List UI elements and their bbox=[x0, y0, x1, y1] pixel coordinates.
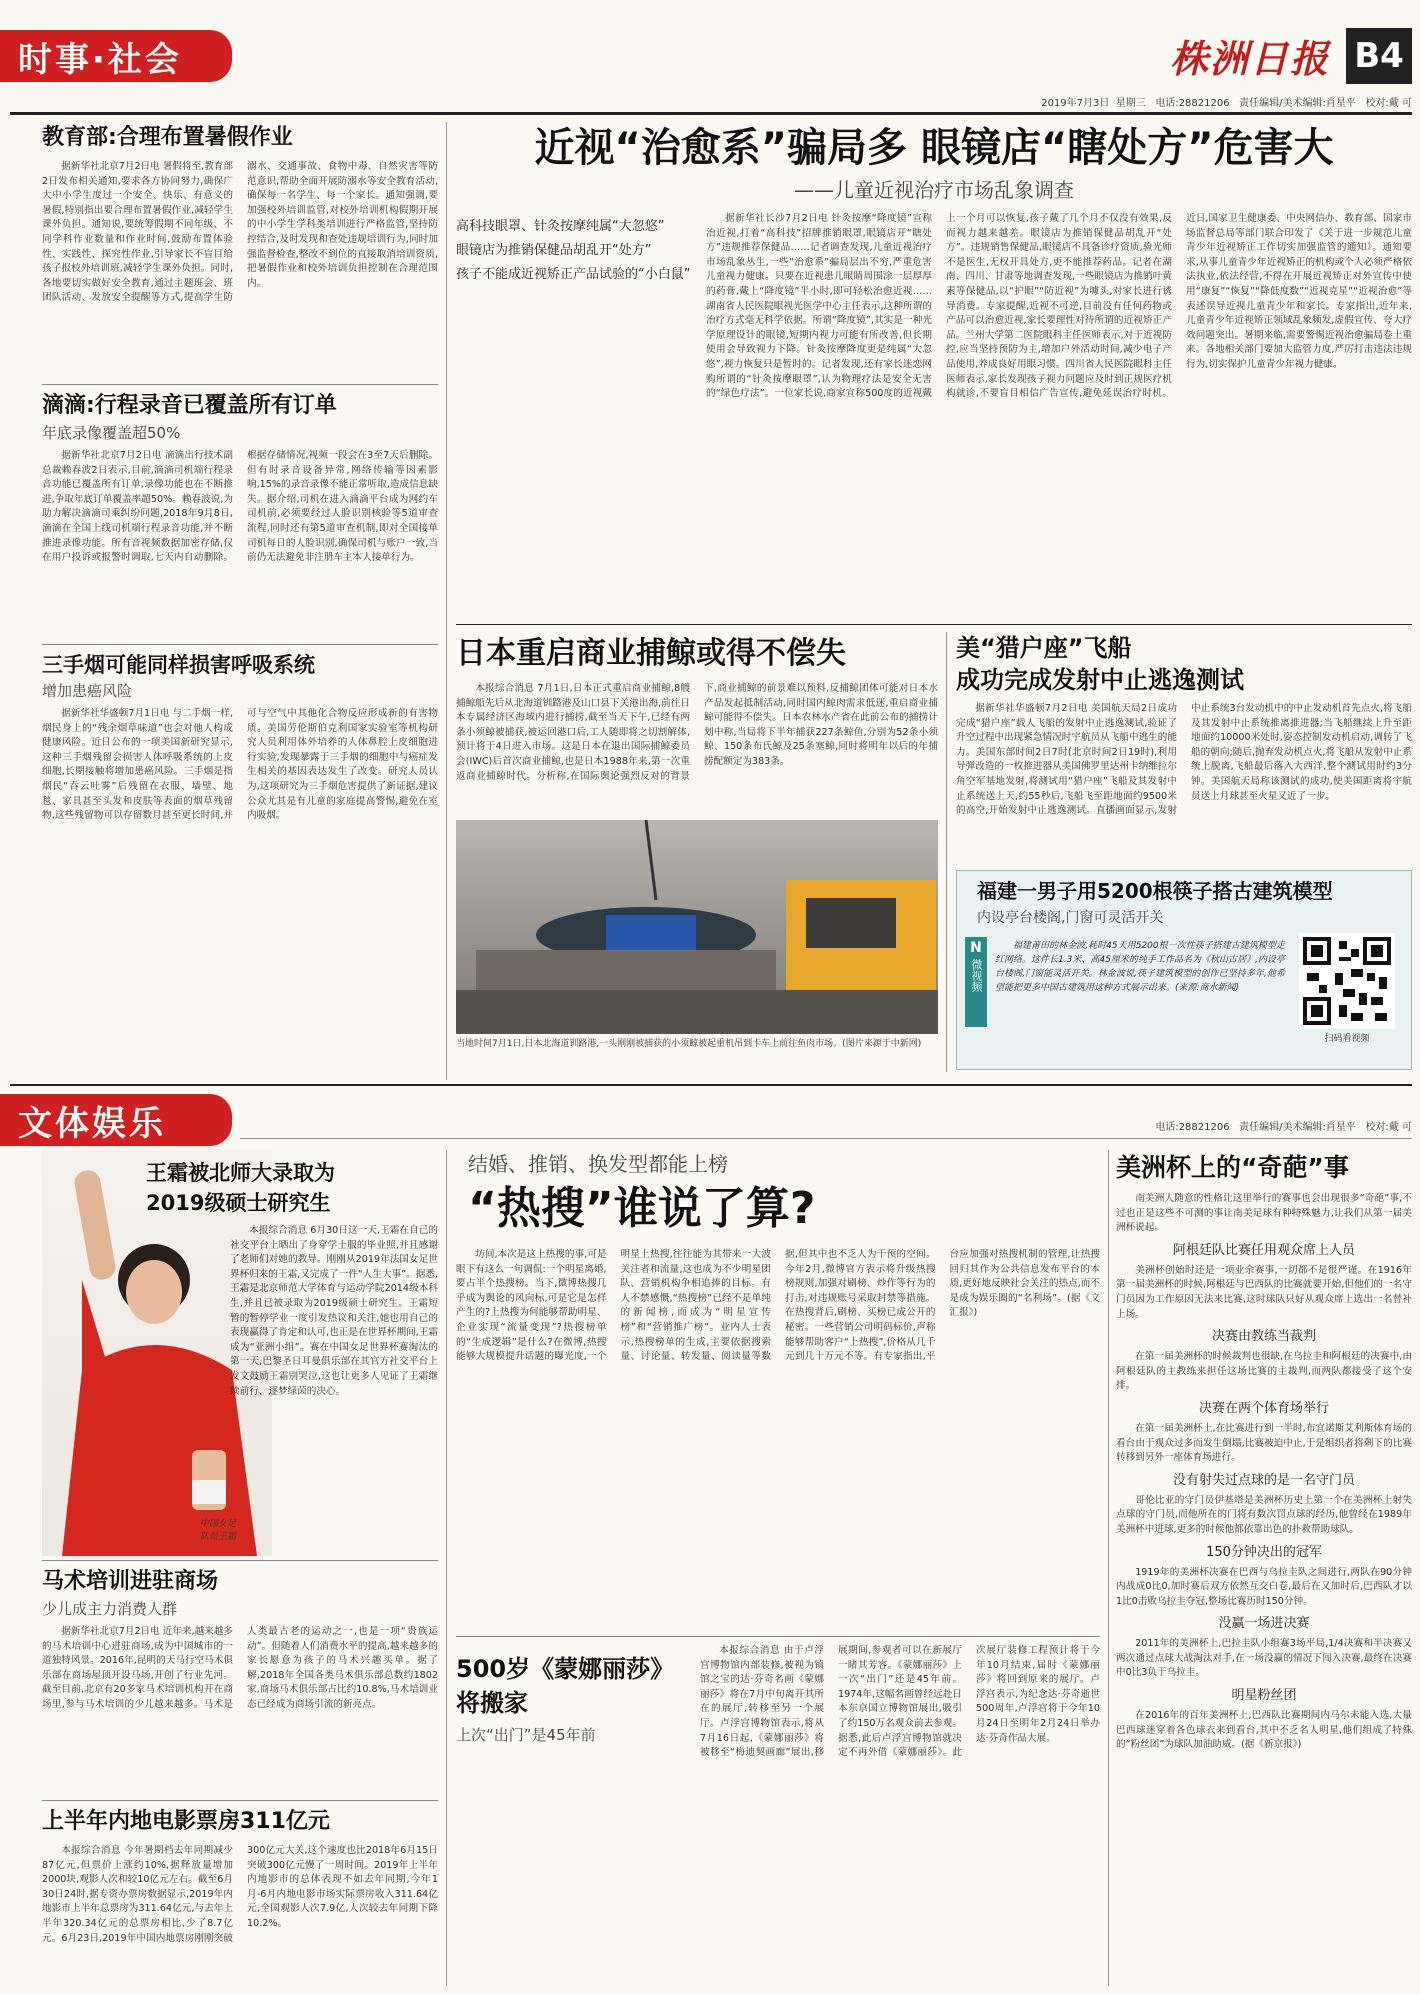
inner-head-3: 孩子不能成近视矫正产品试验的“小白鼠” bbox=[456, 267, 691, 282]
main-col-a bbox=[456, 212, 692, 620]
whale-photo bbox=[456, 820, 938, 1034]
sub-head-2: 决赛由教练当裁判 bbox=[1211, 1329, 1316, 1345]
sub-head-5: 150分钟决出的冠军 bbox=[1206, 1544, 1322, 1560]
intro: 南美洲人随意的性格让这里举行的赛事也会出现很多“奇葩”事,不过也正是这些不可测的事让南美足球有种特殊魅力,让我们从第一届美洲杯说起。 bbox=[1116, 1193, 1412, 1234]
mona-head-block bbox=[456, 1644, 686, 1974]
qr-code[interactable] bbox=[1299, 933, 1395, 1029]
photo-caption: 当地时间7月1日,日本北海道钏路港,一头刚刚被捕获的小须鲸被起重机吊到卡车上前往鱼肉市场。(图片来源于中新网) bbox=[456, 1039, 922, 1049]
sub-head-4: 没有射失过点球的是一名守门员 bbox=[1172, 1472, 1355, 1488]
main-headline: 近视“治愈系”骗局多 眼镜店“瞎处方”危害大 bbox=[534, 125, 1334, 171]
divider bbox=[456, 1636, 1100, 1637]
headline: 美洲杯上的“奇葩”事 bbox=[1116, 1153, 1349, 1182]
headline: 教育部:合理布置暑假作业 bbox=[42, 125, 293, 150]
article-equestrian bbox=[42, 1566, 438, 1798]
article-orion bbox=[956, 632, 1412, 864]
article-copa-america bbox=[1116, 1150, 1412, 1986]
article-body: 本报综合消息 由于卢浮宫博物馆内部装修,被视为镇馆之宝的达·芬奇名画《蒙娜丽莎》将在7月中旬离开其所在的展厅,转移至另一个展厅。卢浮宫博物馆表示,将从7月16日起,《蒙娜丽莎》将被移至“梅迪契画廊”展出,移展期间,参观者可以在新展厅一睹其芳容。《蒙娜丽莎》上一次“出门”还是45年前。1974年,这幅名画曾经远赴日本东京国立博物馆展出,吸引了约150万名观众前去参观。据悉,此后卢浮宫博物馆就决定不再外借《蒙娜丽莎》。此次展厅装修工程预计将于今年10月结束,届时《蒙娜丽莎》将回到原来的展厅。卢浮宫表示,为纪念达·芬奇逝世500周年,卢浮宫将于今年10月24日至明年2月24日举办达·芬奇作品大展。 bbox=[700, 1645, 1100, 1759]
article-mona-lisa bbox=[456, 1644, 1100, 1986]
photo-caption: 中国女足 队员王霜 bbox=[200, 1519, 237, 1542]
headline-line-2: 成功完成发射中止逃逸测试 bbox=[956, 666, 1244, 694]
qr-code-icon bbox=[1303, 937, 1391, 1025]
section-meta: 电话:28821206 责任编辑/美术编辑:肖星平 校对:戴 可 bbox=[1155, 1122, 1412, 1133]
section-divider bbox=[10, 1084, 1412, 1086]
sub-head-6: 没赢一场进决赛 bbox=[1218, 1616, 1310, 1632]
headline: 日本重启商业捕鲸或得不偿失 bbox=[456, 636, 846, 671]
section-name: 时事·社会 bbox=[18, 39, 182, 80]
article-smoke bbox=[42, 650, 438, 1080]
section-banner-ent bbox=[0, 1094, 232, 1146]
column-rule bbox=[1108, 1150, 1109, 1986]
main-body: 据新华社长沙7月2日电 针灸按摩“降度镜”宣称治近视,打着“高科技”招牌推销眼罩,眼镜店开“瞎处方”违规推荐保健品……记者调查发现,儿童近视治疗市场乱象丛生,一些“治愈系”骗局层出不穷,严重危害儿童视力健康。只要在近视患儿眼睛周围涂一层厚厚的药膏,戴上“降度镜”半小时,即可轻松治愈近视……湖南省人民医院眼视光医学中心主任表示,这种所谓的治疗方式毫无科学依据。所谓“降度镜”,其实是一种光学原理设计的眼镜,短期内视力可能有所改善,但长期使用会导致视力下降。针灸按摩降度更是纯属“大忽悠”,视力恢复只是暂时的。记者发现,还有家长迷恋网购所谓的“针灸按摩眼罩”,认为物理疗法是安全无害的“绿色疗法”。一位家长说,商家宣称500度的近视戴上一个月可以恢复,孩子戴了几个月不仅没有效果,反而视力越来越差。眼镜店为推销保健品胡乱开“处方”。违规销售保健品,眼镜店不具备诊疗资质,验光师不是医生,无权开具处方,更不能推荐药品。记者在湖南、四川、甘肃等地调查发现,一些眼镜店为推销叶黄素等保健品,以“护眼”“防近视”为噱头,对家长进行诱导消费。专家提醒,近视不可逆,目前没有任何药物或产品可以治愈近视,家长要理性对待所谓的近视矫正产品。兰州大学第二医院眼科主任医师表示,对于近视防控,应当坚持预防为主,增加户外活动时间,减少电子产品使用,养成良好用眼习惯。四川省人民医院眼科主任医师表示,家长发现孩子视力问题应及时到正规医疗机构就诊,不要盲目相信广告宣传,避免延误治疗时机。近日,国家卫生健康委、中央网信办、教育部、国家市场监督总局等部门联合印发了《关于进一步规范儿童青少年近视矫正工作切实加强监管的通知》。通知要求,从事儿童青少年近视矫正的机构或个人必须严格依法执业,依法经营,不得在开展近视矫正对外宣传中使用“康复”“恢复”“降低度数”“近视克星”“近视治愈”等表述误导近视儿童青少年和家长。专家指出,近年来,儿童青少年近视矫正领域乱象频发,虚假宣传、夸大疗效问题突出。暑期来临,需要警惕近视治愈骗局卷土重来。各地相关部门要加大监管力度,严厉打击违法违规行为,切实保护儿童青少年视力健康。 bbox=[706, 213, 1412, 400]
article-body: 据新华社北京7月2日电 近年来,越来越多的马术培训中心进驻商场,成为中国城市的一道独特风景。2016年,昆明的天马行空马术俱乐部在商场屋顶开设马场,开创了行业先河。截至目前,北京有20多家马术培训机构开在商场里,参与马术培训的少儿越来越多。马术是人类最古老的运动之一,也是一项“贵族运动”。但随着人们消费水平的提高,越来越多的家长愿意为孩子的马术兴趣买单。据了解,2018年全国各类马术俱乐部总数约1802家,商场马术俱乐部占比约10.8%,马术培训业态已经成为商场引流的新亮点。 bbox=[42, 1626, 438, 1710]
header-meta: 2019年7月3日 星期三 电话:28821206 责任编辑/美术编辑:肖星平 校对:戴 可 bbox=[1041, 98, 1412, 109]
headline: 福建一男子用5200根筷子搭古建筑模型 bbox=[977, 879, 1333, 903]
sub-body-7: 在2016年的百年美洲杯上,巴西队比赛期间内马尔未能入选,大量巴西球迷穿着各色球衣来到看台,其中不乏名人明星,他们组成了特殊的“粉丝团”为球队加油助威。(据《新京报》) bbox=[1116, 1710, 1412, 1751]
divider bbox=[42, 1560, 438, 1561]
article-body: 据新华社北京7月2日电 滴滴出行技术副总裁赖春波2日表示,目前,滴滴司机端行程录音功能已覆盖所有订单,录像功能也在不断推进,争取年底订单覆盖率超50%。赖春波说,为助力解决滴滴司乘纠纷问题,2018年9月8日,滴滴在全国上线司机端行程录音功能,并不断推进录像功能。所有音视频数据加密存储,仅在用户投诉或报警时调取,七天内自动删除。根据存储情况,视频一段会在3至7天后删除。但有时录音设备异常,网络传输等因素影响,15%的录音录像不能正常听取,造成信息缺失。据介绍,司机在进入滴滴平台成为网约车司机前,必须要经过人脸识别核验等5道审查流程,同时还有第5道审查机制,即对全国接单司机每日的人脸识别,确保司机与账户一致,当前仍无法避免非注册车主本人接单行为。 bbox=[42, 450, 438, 564]
chopstick-box bbox=[956, 870, 1412, 1070]
subheadline: 增加患癌风险 bbox=[42, 682, 133, 700]
article-body: 本报综合消息 今年暑期档去年同期减少87亿元,但票价上涨约10%,据释放量增加2000块,观影人次和较10亿元左右。截至6月30日24时,据专资办票房数据显示,2019年内地影市上半年总票房为311.64亿元,与去年上半年320.34亿元的总票房相比,少了8.7亿元。6月23日,2019年中国内地票房刚刚突破300亿元大关,这个速度也比2018年6月15日突破300亿元慢了一周时间。2019年上半年内地影市的总体表现不如去年同期,今年1月-6月内地电影市场实际票房收入311.64亿元,全国观影人次7.9亿,人次较去年同期下降10.2%。 bbox=[42, 1845, 438, 1944]
headline-line-2: 2019级硕士研究生 bbox=[146, 1191, 331, 1215]
sub-body-3: 在第一届美洲杯上,在比赛进行到一半时,布宜诺斯艾利斯体育场的看台由于观众过多而发生倒塌,比赛被迫中止,于是组织者将剩下的比赛转移到另外一座体育场进行。 bbox=[1116, 1422, 1412, 1464]
scan-hint: 扫码看视频 bbox=[1324, 1034, 1370, 1044]
divider bbox=[42, 384, 438, 385]
headline: 上半年内地电影票房311亿元 bbox=[42, 1809, 330, 1834]
article-education bbox=[42, 122, 438, 384]
sub-head-3: 决赛在两个体育场举行 bbox=[1198, 1400, 1329, 1416]
kicker: 结婚、推销、换发型都能上榜 bbox=[468, 1152, 728, 1176]
page-code: B4 bbox=[1346, 28, 1412, 84]
divider bbox=[42, 644, 438, 645]
headline-line-1: 王霜被北师大录取为 bbox=[146, 1161, 335, 1185]
article-body: 据新华社华盛顿7月1日电 与二手烟一样,烟民身上的“残余烟草味道”也会对他人构成健康风险。近日公布的一项美国新研究显示,这种三手烟残留会损害人体呼吸系统的上皮细胞,长期接触将增加患癌风险。三手烟是指烟民“吞云吐雾”后残留在衣服、墙壁、地毯、家具甚至头发和皮肤等表面的烟草残留物,这些残留物可以存留数月甚至更长时间,并可与空气中其他化合物反应形成新的有害物质。美国劳伦斯伯克利国家实验室等机构研究人员利用体外培养的人体鼻腔上皮细胞进行实验,发现暴露于三手烟的细胞中与癌症发生相关的基因表达发生了改变。研究人员认为,这项研究为三手烟危害提供了新证据,建议公众尤其是有儿童的家庭提高警惕,避免在室内吸烟。 bbox=[42, 708, 438, 822]
sub-body-4: 哥伦比亚的守门员伊基塔是美洲杯历史上第一个在美洲杯上射失点球的守门员,而他所在的门将有数次罚点球的经历,他曾经在1989年美洲杯中进球,更多的时候他都依靠出色的扑救帮助球队。 bbox=[1116, 1494, 1412, 1535]
headline: “热搜”谁说了算? bbox=[468, 1183, 816, 1234]
column-rule bbox=[946, 632, 947, 1072]
sub-body-6: 2011年的美洲杯上,巴拉圭队小组赛3场平局,1/4决赛和半决赛又两次通过点球大战淘汰对手,在一场没赢的情况下闯入决赛,最终在决赛中0比3负于乌拉圭。 bbox=[1116, 1638, 1412, 1679]
main-subheadline: ——儿童近视治疗市场乱象调查 bbox=[794, 178, 1074, 202]
main-story bbox=[456, 120, 1412, 620]
section-name: 文体娱乐 bbox=[18, 1103, 166, 1144]
subheadline: 上次“出门”是45年前 bbox=[456, 1726, 596, 1744]
article-body: 坊间,本次是这上热搜的事,可是眼下有这么一句调侃:一个明星离婚,要占半个热搜榜。当下,微博热搜几乎成为舆论的风向标,可是它是怎样产生的?上热搜为何能够帮助明星、企业实现“流量变现”?热搜榜单的“生成逻辑”是什么?在微博,热搜能够大规模提升话题的曝光度,一个明星上热搜,往往能为其带来一大波关注者和流量,这也成为不少明星团队、营销机构争相追捧的目标。有人不禁感慨,“热搜榜”已经不是单纯的新闻榜,而成为“明星宣传榜”和“营销推广榜”。业内人士表示,热搜榜单的生成,主要依据搜索量、讨论量、转发量、阅读量等数据,但其中也不乏人为干预的空间。今年2月,微博官方表示将升级热搜榜规则,加强对刷榜、炒作等行为的打击,对违规账号采取封禁等措施。在热搜背后,刷榜、买榜已成公开的秘密。一些营销公司明码标价,声称能够帮助客户“上热搜”,价格从几千元到几十万元不等。有专家指出,平台应加强对热搜机制的管理,让热搜回归其作为公共信息发布平台的本质,更好地反映社会关注的热点,而不是成为娱乐圈的“名利场”。(据《文汇报》) bbox=[456, 1249, 1100, 1363]
sub-head-7: 明星粉丝团 bbox=[1231, 1688, 1297, 1704]
whale-crane-image bbox=[456, 820, 938, 1034]
headline: 500岁《蒙娜丽莎》将搬家 bbox=[456, 1655, 675, 1717]
meta-rule bbox=[240, 1138, 1412, 1139]
newspaper-logo: 株洲日报 bbox=[1170, 36, 1331, 81]
headline: 马术培训进驻商场 bbox=[42, 1569, 219, 1594]
article-whaling bbox=[456, 632, 938, 1072]
column-rule bbox=[446, 122, 447, 1080]
section-banner bbox=[0, 30, 232, 82]
subheadline: 内设亭台楼阁,门窗可灵活开关 bbox=[977, 910, 1164, 926]
headline-line-1: 美“猎户座”飞船 bbox=[956, 634, 1132, 662]
article-body: 本报综合消息 6月30日这一天,王霜在自己的社交平台上晒出了身穿学士服的毕业照,并且感谢了老师们对她的教导。刚刚从2019年法国女足世界杯归来的王霜,又完成了一件“人生大事”。据悉,王霜是北京师范大学体育与运动学院2014级本科生,并且已被录取为2019级硕士研究生。王霜短暂的暂停学业一度引发热议和关注,她也用自己的表现赢得了肯定和认可,也正是在世界杯期间,王霜成为“亚洲小组”。赛在中国女足世界杯赛淘汰的第一天,巴黎圣日耳曼俱乐部在其官方社交平台上发文鼓励王霜别哭泣,这也让更多人见证了王霜继续前行、逐梦绿茵的决心。 bbox=[230, 1225, 438, 1397]
subheadline: 少儿成主力消费人群 bbox=[42, 1600, 178, 1618]
divider bbox=[42, 1800, 438, 1801]
headline: 滴滴:行程录音已覆盖所有订单 bbox=[42, 393, 337, 418]
sub-head-1: 阿根廷队比赛任用观众席上人员 bbox=[1172, 1242, 1355, 1258]
article-body: 本报综合消息 7月1日,日本正式重启商业捕鲸,8艘捕鲸船先后从北海道钏路港及山口县下关港出海,前往日本专属经济区海域内进行捕捞,截至当天下午,已经有两条小须鲸被捕获,被运回港口后,工人随即将之切割解体,预计将于4日进入市场。这是日本在退出国际捕鲸委员会(IWC)后首次商业捕鲸,也是日本1988年来,第一次重返商业捕鲸时代。分析称,在国际舆论强烈反对的背景下,商业捕鲸的前景难以预料,反捕鲸团体可能对日本水产品发起抵制活动,同时国内鲸肉需求低迷,重启商业捕鲸可能得不偿失。日本农林水产省在此前公布的捕捞计划中称,当局将下半年捕获227条鲸鱼,分别为52条小须鲸、150条布氏鲸及25条塞鲸,同时将明年以后的年捕捞配额定为383条。 bbox=[456, 683, 938, 782]
inner-head-2: 眼镜店为推销保健品胡乱开“处方” bbox=[456, 243, 652, 258]
sub-body-5: 1919年的美洲杯决赛在巴西与乌拉圭队之间进行,两队在90分钟内战成0比0,加时赛后双方依然互交白卷,最后在又加时后,巴西队才以1比0击败乌拉圭夺冠,整场比赛历时150分钟。 bbox=[1116, 1566, 1412, 1607]
header-rule bbox=[10, 112, 1412, 115]
micro-video-badge: N 微视频 bbox=[965, 937, 987, 1027]
headline: 三手烟可能同样损害呼吸系统 bbox=[42, 653, 315, 677]
article-body: 据新华社北京7月2日电 暑假将至,教育部2日发布相关通知,要求各方协同努力,确保广大中小学生度过一个安全、快乐、有意义的暑假,特别指出要合理布置暑假作业,减轻学生课外负担。通知说,要统筹假期不同年级、不同学科作业数量和作业时间,鼓励布置体验性、实践性、探究性作业,引导家长不盲目给孩子报校外培训班,减轻学生课外负担。同时,各地要切实做好安全教育,通过主题班会、班团队活动、发放安全提醒等方式,提高学生防溺水、交通事故、食物中毒、自然灾害等防范意识,帮助全面开展防溺水等安全教育活动,确保每一名学生、每一个家长。通知强调,要加强校外培训监管,对校外培训机构假期开展的中小学生学科类培训进行严格监管,坚持防控结合,及时发现和查处违规培训行为,同时加强监督检查,整改不到位的直接取消培训资质,把暑假作业和校外培训负担控制在合理范围内。 bbox=[42, 161, 438, 304]
inner-head-1: 高科技眼罩、针灸按摩纯属“大忽悠” bbox=[456, 219, 665, 234]
article-wang-shuang bbox=[146, 1158, 438, 1556]
article-didi bbox=[42, 390, 438, 640]
column-rule bbox=[446, 1150, 447, 1986]
subheadline: 年底录像覆盖超50% bbox=[42, 424, 181, 442]
article-hot-search bbox=[456, 1150, 1100, 1630]
sub-body-1: 美洲杯创始时还是一项业余赛事,一切都不是很严谨。在1916年第一届美洲杯的时候,阿根廷与巴西队的比赛就要开始,但他们的一名守门员因为工作原因无法来比赛,这时球队只好从观众席上选出一名替补上场。 bbox=[1116, 1264, 1412, 1320]
sub-body-2: 在第一届美洲杯的时候裁判也很缺,在乌拉圭和阿根廷的决赛中,由阿根廷队的主教练来担任这场比赛的主裁判,而两队都接受了这个安排。 bbox=[1116, 1351, 1412, 1392]
article-body: 据新华社华盛顿7月2日电 美国航天局2日成功完成“猎户座”载人飞船的发射中止逃逸测试,验证了升空过程中出现紧急情况时宇航员从飞船中逃生的能力。美国东部时间2日7时(北京时间2日19时),利用导弹改造的一枚推进器从美国佛罗里达州卡纳维拉尔角空军基地发射,将测试用“猎户座”飞船及其发射中止系统送上天,约55秒后,飞船飞至距地面约9500米的高空,开始发射中止逃逸测试。直播画面显示,发射中止系统3台发动机中的中止发动机首先点火,将飞船及其发射中止系统推离推进器;当飞船继续上升至距地面约10000米处时,姿态控制发动机启动,调转了飞船的朝向;随后,抛弃发动机点火,将飞船从发射中止系统上脱离,飞船最后落入大西洋,整个测试用时约3分钟。美国航天局称该测试的成功,使美国距离将宇航员送上月球甚至火星又近了一步。 bbox=[956, 703, 1412, 817]
box-body: 福建莆田的林金波,耗时45天用5200根一次性筷子搭建古建筑模型走红网络。这件长1.3米、高45厘米的纯手工作品名为《秋山古居》,内设亭台楼阁,门窗能灵活开关。林金波说,筷子建筑模型的创作已坚持多年,他希望能把更多中国古建筑用这种方式展示出来。(来源:商水新闻) bbox=[995, 941, 1285, 993]
article-box-office bbox=[42, 1806, 438, 1986]
divider bbox=[456, 624, 1412, 625]
